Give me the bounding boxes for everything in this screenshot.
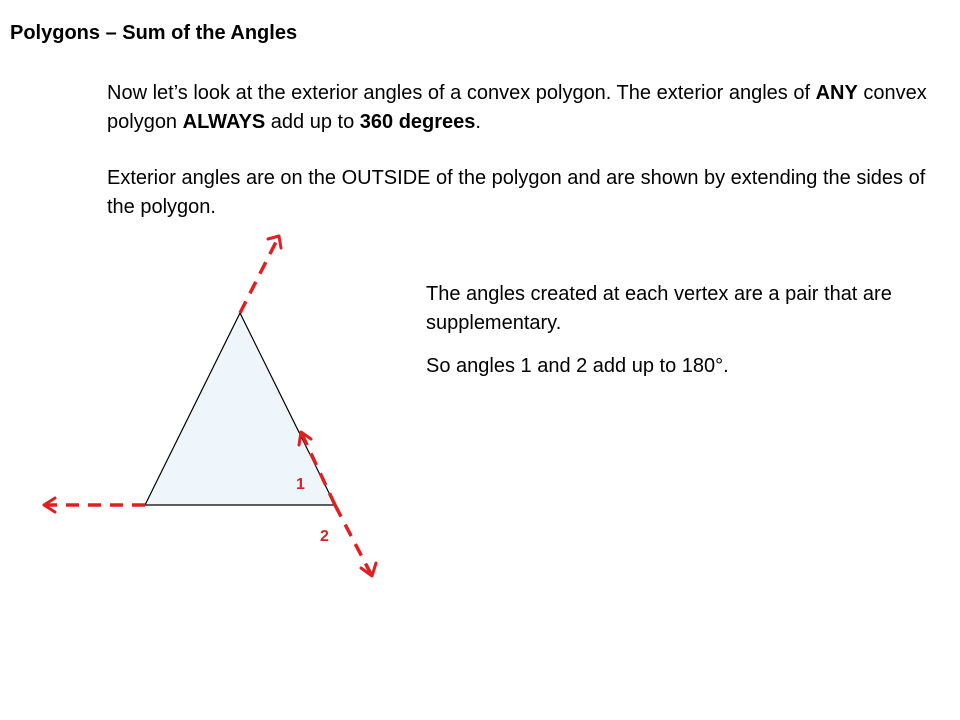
supplementary-note: The angles created at each vertex are a pair that are supplementary. [426,283,892,334]
extension-line-top [240,236,279,313]
intro-text-mid-2: add up to [265,111,360,133]
angle-sum-note: So angles 1 and 2 add up to 180°. [426,355,729,377]
angle-label-1: 1 [296,476,305,493]
angle-label-2: 2 [320,528,329,545]
intro-text-end: . [475,111,481,133]
triangle [145,313,335,505]
emphasis-always: ALWAYS [182,111,266,133]
emphasis-any: ANY [815,82,858,104]
emphasis-total: 360 degrees [359,111,476,133]
intro-text-mid-1: convex polygon [107,82,927,133]
intro-text-start: Now let’s look at the exterior angles of a convex polygon. The exterior angles of [107,82,816,104]
extension-line-down [335,505,372,576]
slide-title: Polygons – Sum of the Angles [10,22,298,44]
exterior-angle-note: Exterior angles are on the OUTSIDE of the polygon and are shown by extending the sides of the polygon. [107,167,926,218]
